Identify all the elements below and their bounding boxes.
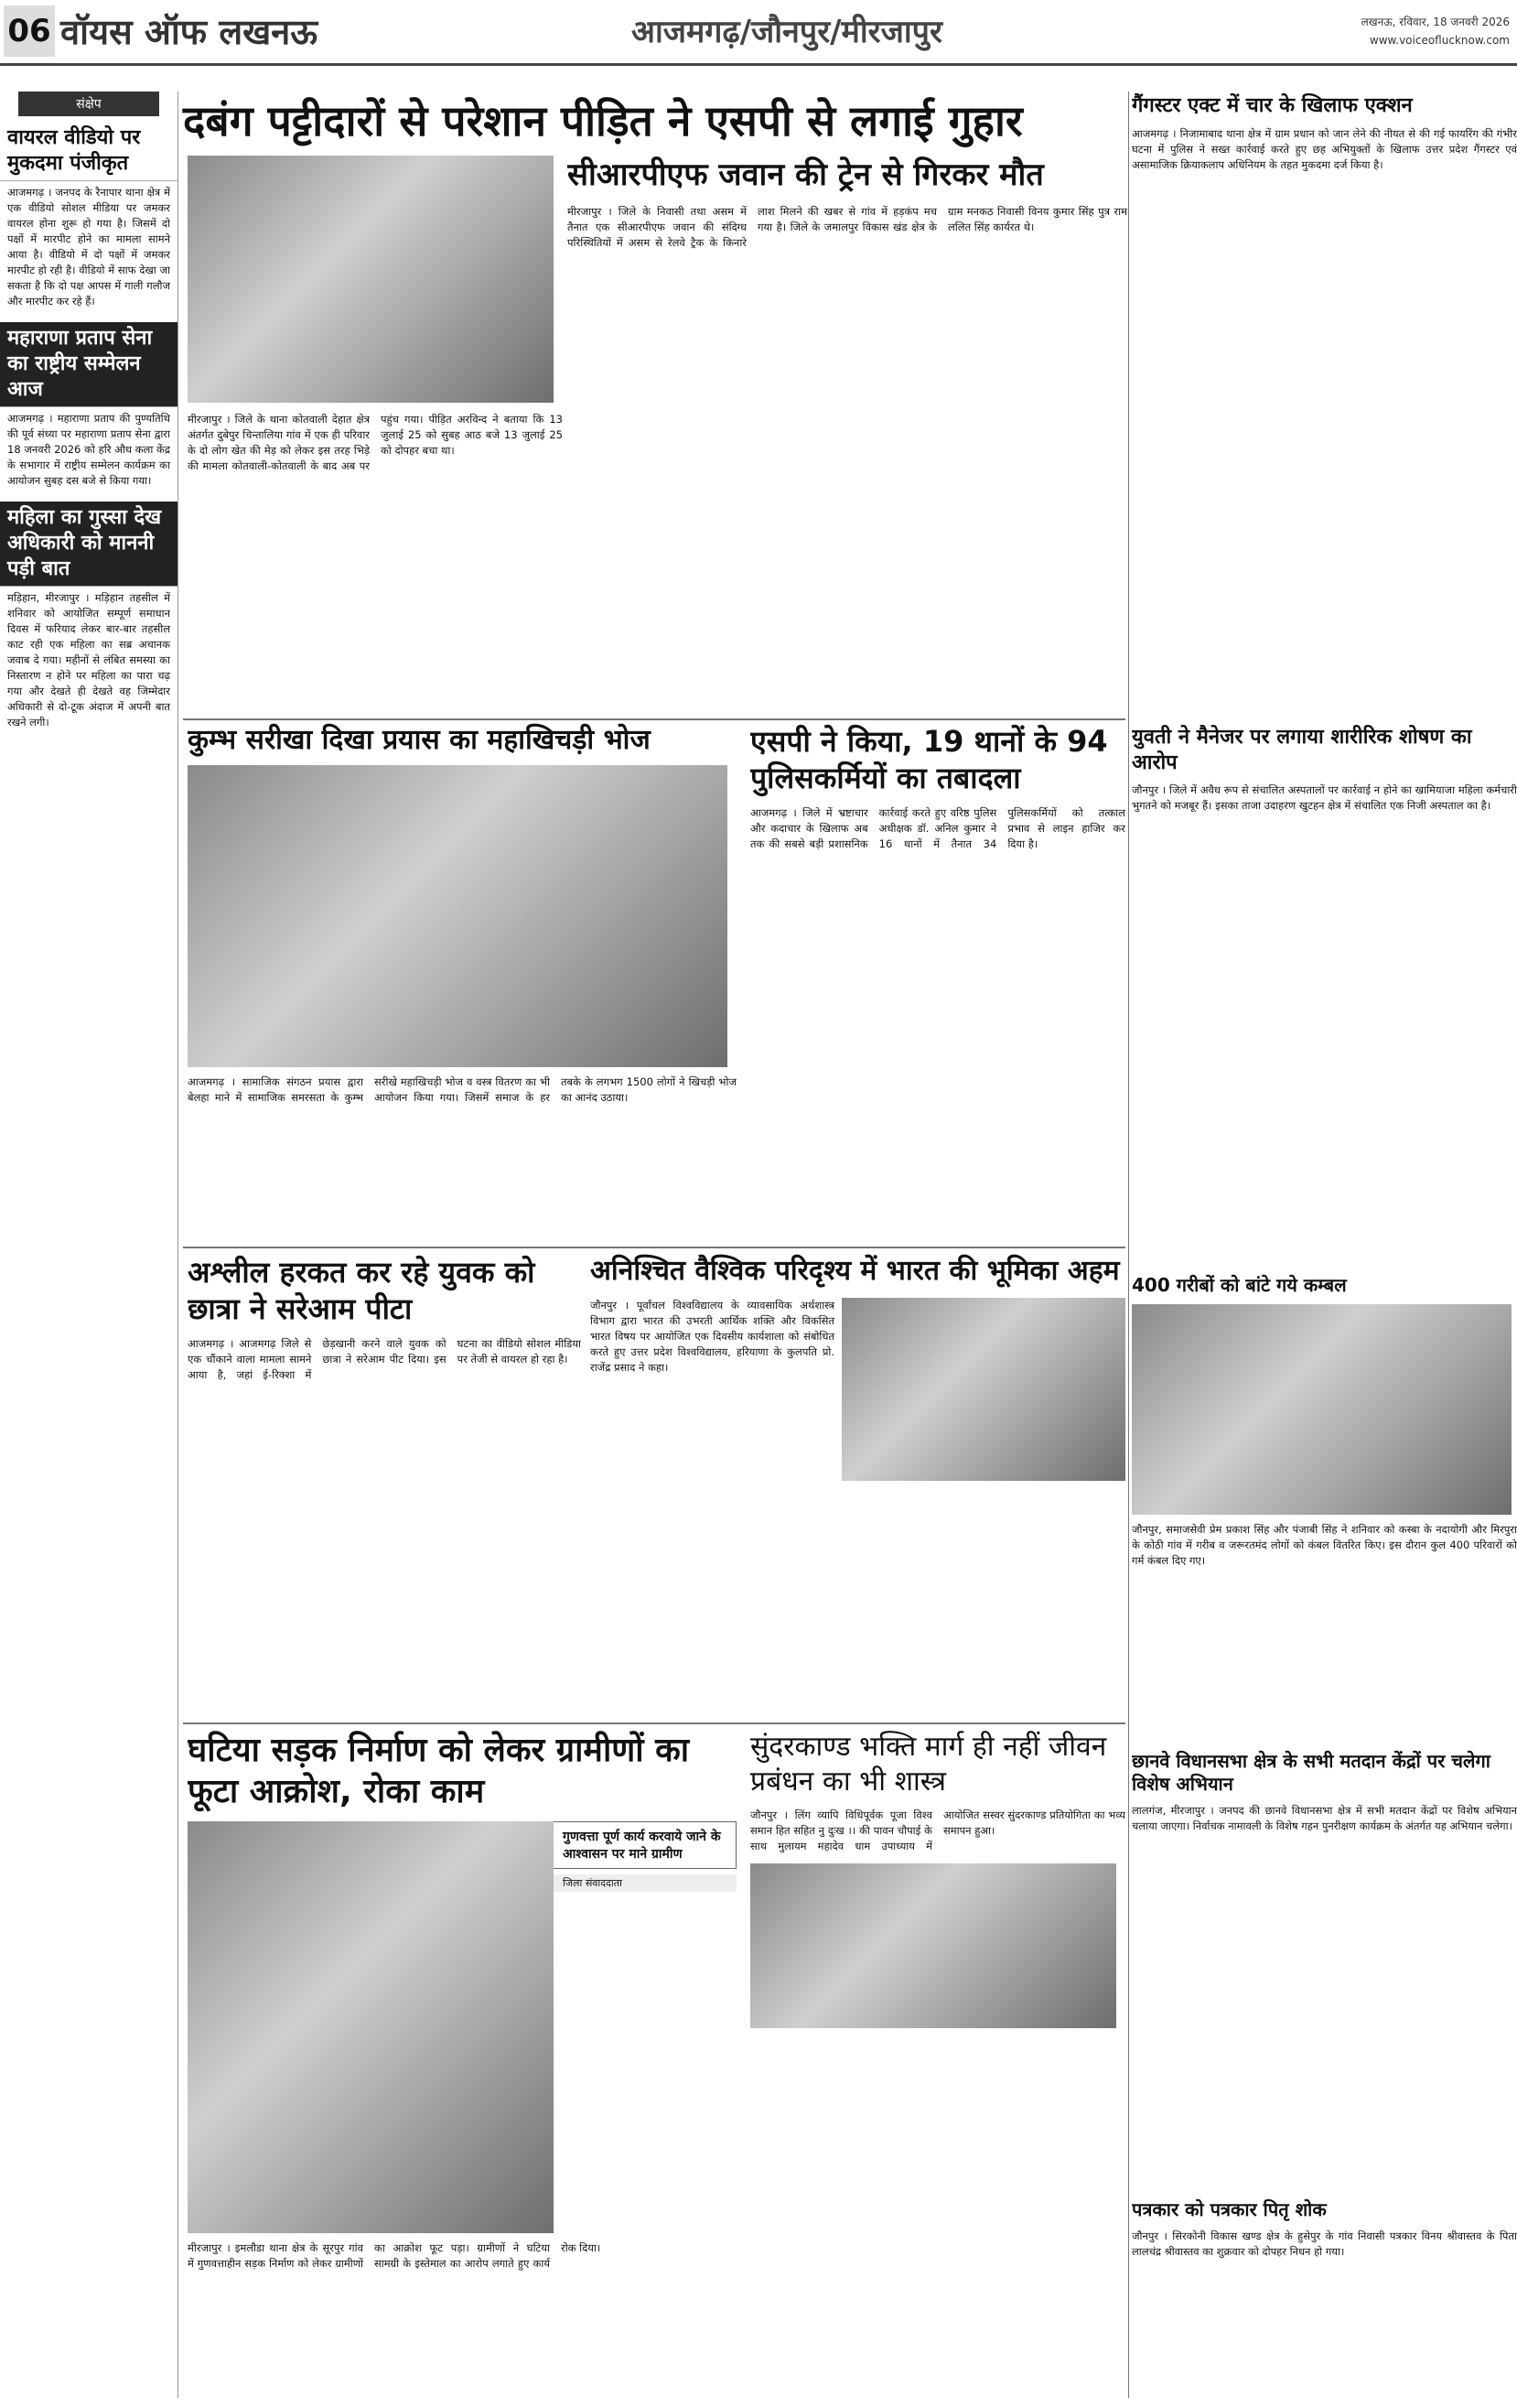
- brief-body: मड़िहान, मीरजापुर । मड़िहान तहसील में शनिवार को आयोजित सम्पूर्ण समाधान दिवस में फरियाद लेकर बार-बार तहसील काट रही एक महिला का सब्र अचानक जवाब दे गया। महीनों से लंबित समस्या का निस्तारण न होने पर महिला का पारा चढ़ गया और देखते ही देखते वह जिम्मेदार अधिकारी से दो-टूक अंदाज में अपनी बात रखने लगी।: [7, 591, 170, 729]
- sp-headline: एसपी ने किया, 19 थानों के 94 पुलिसकर्मियों का तबादला: [750, 724, 1108, 795]
- road-caption: जिला संवाददाता: [188, 1874, 737, 1892]
- kumbh-photo: [188, 765, 727, 1067]
- briefs-label: संक्षेप: [18, 92, 159, 116]
- sunderkand-headline: सुंदरकाण्ड भक्ति मार्ग ही नहीं जीवन प्रबंधन का भी शास्त्र: [750, 1731, 1107, 1798]
- kumbh-body: आजमगढ़ । सामाजिक संगठन प्रयास द्वारा बेलहा माने में सामाजिक समरसता के कुम्भ सरीखे महाखिचड़ी भोज व वस्त्र वितरण का भी आयोजन किया गया। जिसमें समाज के हर तबके के लगभग 1500 लोगों ने खिचड़ी भोज का आनंद उठाया।: [188, 1074, 737, 1104]
- sunderkand-story: [750, 1730, 1125, 2398]
- lead-body: मीरजापुर । जिले के थाना कोतवाली देहात क्षेत्र अंतर्गत दुबेपुर चिन्तालिया गांव में एक ही परिवार के दो लोग खेत की मेड़ को लेकर इस तरह भिड़े की मामला कोतवाली-कोतवाली के बाद अब पर पहुंच गया। पीड़ित अरविन्द ने बताया कि 13 जुलाई 25 को सुबह आठ बजे 13 जुलाई 25 को दोपहर बचा था।: [188, 413, 563, 472]
- brief-maharana: [0, 322, 178, 492]
- page-number: 06: [4, 5, 55, 57]
- paper-name: वॉयस ऑफ लखनऊ: [60, 12, 318, 52]
- obscene-story: [188, 1254, 581, 1712]
- date-text: लखनऊ, रविवार, 18 जनवरी 2026: [1361, 16, 1510, 28]
- kumbh-story: [188, 723, 737, 1236]
- manager-body: जौनपुर । जिले में अवैध रूप से संचालित अस्पतालों पर कार्रवाई न होने का खामियाजा महिला कर्मचारी भुगतने को मजबूर हैं। इसका ताजा उदाहरण खुटहन क्षेत्र में संचालित एक निजी अस्पताल का है।: [1132, 783, 1517, 812]
- journalist-body: जौनपुर । सिरकोनी विकास खण्ड क्षेत्र के हुसेपुर के गांव निवासी पत्रकार विनय श्रीवास्तव के पिता लालचंद्र श्रीवास्तव का शुक्रवार को दोपहर निधन हो गया।: [1132, 2230, 1517, 2258]
- section-rule: [183, 1722, 1125, 1724]
- sunderkand-photo: [750, 1863, 1116, 2028]
- section-rule: [183, 1247, 1125, 1248]
- masthead: [0, 0, 1517, 66]
- crpf-story: [567, 156, 1127, 549]
- brief-title: महिला का गुस्सा देख अधिकारी को माननी पड़ी बात: [0, 502, 178, 587]
- journalist-headline: पत्रकार को पत्रकार पितृ शोक: [1132, 2198, 1327, 2220]
- lead-photo: [188, 156, 554, 403]
- blanket-photo: [1132, 1304, 1512, 1515]
- blanket-body: जौनपुर, समाजसेवी प्रेम प्रकाश सिंह और पंजाबी सिंह ने शनिवार को कस्बा के नदायोगी और मिरपुरा के कोठी गांव में गरीब व जरूरतमंद लोगों को कंबल वितरित किए। इस दौरान कुल 400 परिवारों को गर्म कंबल दिए गए।: [1132, 1523, 1517, 1567]
- manager-story: [1132, 725, 1517, 1274]
- lead-story: [188, 412, 563, 714]
- voter-story: [1132, 1750, 1517, 2198]
- sp-story: [750, 723, 1125, 1236]
- sp-body: आजमगढ़ । जिले में भ्रष्टाचार और कदाचार के खिलाफ अब तक की सबसे बड़ी प्रशासनिक कार्रवाई करते हुए वरिष्ठ पुलिस अधीक्षक डॉ. अनिल कुमार ने 16 थानों में तैनात 34 पुलिसकर्मियों को तत्काल प्रभाव से लाइन हाजिर कर दिया है।: [750, 806, 1125, 850]
- road-body: मीरजापुर । इमलौडा थाना क्षेत्र के सूरपुर गांव में गुणवत्ताहीन सड़क निर्माण को लेकर ग्रामीणों का आक्रोश फूट पड़ा। ग्रामीणों ने घटिया सामग्री के इस्तेमाल का आरोप लगाते हुए कार्य रोक दिया।: [188, 2241, 601, 2270]
- section-name: आजमगढ़/जौनपुर/मीरजापुर: [631, 14, 942, 50]
- global-headline: अनिश्चित वैश्विक परिदृश्य में भारत की भूमिका अहम: [590, 1255, 1120, 1287]
- crpf-body: मीरजापुर । जिले के निवासी तथा असम में तैनात एक सीआरपीएफ जवान की संदिग्ध परिस्थितियों में असम से रेलवे ट्रैक के किनारे लाश मिलने की खबर से गांव में हड़कंप मच गया है। जिले के जमालपुर विकास खंड क्षेत्र के ग्राम मनकठ निवासी विनय कुमार सिंह पुत्र राम ललित सिंह कार्यरत थे।: [567, 204, 1127, 249]
- manager-headline: युवती ने मैनेजर पर लगाया शारीरिक शोषण का आरोप: [1132, 726, 1472, 774]
- brief-title: महाराणा प्रताप सेना का राष्ट्रीय सम्मेलन आज: [0, 322, 178, 407]
- briefs-column: [0, 92, 178, 2398]
- voter-headline: छानवे विधानसभा क्षेत्र के सभी मतदान केंद्रों पर चलेगा विशेष अभियान: [1132, 1750, 1490, 1795]
- road-photo: [188, 1821, 554, 2233]
- brief-body: आजमगढ़ । महाराणा प्रताप की पुण्यतिथि की पूर्व संध्या पर महाराणा प्रताप सेना द्वारा 18 जनवरी 2026 को हरि औध कला केंद्र के सभागार में राष्ट्रीय सम्मेलन कार्यक्रम का आयोजन सुबह दस बजे से किया गया।: [7, 412, 170, 487]
- blanket-headline: 400 गरीबों को बांटे गये कम्बल: [1132, 1274, 1347, 1296]
- obscene-headline: अश्लील हरकत कर रहे युवक को छात्रा ने सरेआम पीटा: [188, 1255, 535, 1326]
- brief-title: वायरल वीडियो पर मुकदमा पंजीकृत: [0, 122, 178, 181]
- global-body: जौनपुर । पूर्वांचल विश्वविद्यालय के व्यावसायिक अर्थशास्त्र विभाग द्वारा भारत की उभरती आर्थिक शक्ति और विकसित भारत विषय पर आयोजित एक दिवसीय कार्यशाला को संबोधित करते हुए उत्तर प्रदेश विश्वविद्यालय, हरियाणा के कुलपति प्रो. राजेंद्र प्रसाद ने कहा।: [590, 1298, 834, 1374]
- website-link[interactable]: www.voiceoflucknow.com: [1369, 34, 1510, 47]
- global-photo: [842, 1298, 1125, 1481]
- gang-story: [1132, 93, 1517, 725]
- gang-headline: गैंगस्टर एक्ट में चार के खिलाफ एक्शन: [1132, 94, 1413, 117]
- voter-body: लालगंज, मीरजापुर । जनपद की छानवे विधानसभा क्षेत्र में सभी मतदान केंद्रों पर विशेष अभियान चलाया जाएगा। निर्वाचक नामावली के विशेष गहन पुनरीक्षण कार्यक्रम के अंतर्गत यह अभियान चलेगा।: [1132, 1804, 1517, 1832]
- brief-body: आजमगढ़ । जनपद के रैनापार थाना क्षेत्र में एक वीडियो सोशल मीडिया पर जमकर वायरल होना शुरू हो गया है। जिसमें दो पक्षों में मारपीट होने का मामला सामने आया है। वीडियो में दो पक्षों में जमकर मारपीट हो रही है। वीडियो में साफ देखा जा सकता है कि दो पक्ष आपस में गाली गलौज और मारपीट कर रहे हैं।: [7, 186, 170, 308]
- column-rule: [1128, 92, 1129, 2398]
- obscene-body: आजमगढ़ । आजमगढ़ जिले से एक चौंकाने वाला मामला सामने आया है, जहां ई-रिक्शा में छेड़खानी करने वाले युवक को छात्रा ने सरेआम पीट दिया। इस घटना का वीडियो सोशल मीडिया पर तेजी से वायरल हो रहा है।: [188, 1337, 581, 1381]
- brief-woman-anger: [0, 502, 178, 734]
- dateline: [1361, 13, 1510, 49]
- right-column: [1132, 93, 1517, 2381]
- road-story: [188, 1730, 737, 2398]
- gang-body: आजमगढ़ । निजामाबाद थाना क्षेत्र में ग्राम प्रधान को जान लेने की नीयत से की गई फायरिंग की गंभीर घटना में पुलिस ने सख्त कार्रवाई करते हुए छह अभियुक्तों के खिलाफ उत्तर प्रदेश गैंगस्टर एवं असामाजिक क्रियाकलाप अधिनियम के तहत मुकदमा दर्ज किया है।: [1132, 126, 1517, 171]
- kumbh-headline: कुम्भ सरीखा दिखा प्रयास का महाखिचड़ी भोज: [188, 724, 651, 756]
- global-story: [590, 1254, 1125, 1712]
- sunderkand-body: जौनपुर । लिंग व्यापि विधिपूर्वक पूजा विश्व समान हित सहित नु दुःख ।। की पावन चौपाई के साथ मुलायम महादेव धाम उपाध्याय में आयोजित सस्वर सुंदरकाण्ड प्रतियोगिता का भव्य समापन हुआ।: [750, 1809, 1125, 1852]
- crpf-headline: सीआरपीएफ जवान की ट्रेन से गिरकर मौत: [567, 157, 1044, 193]
- section-rule: [183, 718, 1125, 720]
- blanket-story: [1132, 1274, 1517, 1750]
- road-headline: घटिया सड़क निर्माण को लेकर ग्रामीणों का फूटा आक्रोश, रोका काम: [188, 1732, 690, 1810]
- journalist-story: [1132, 2198, 1517, 2381]
- lead-headline: दबंग पट्टीदारों से परेशान पीड़ित ने एसपी से लगाई गुहार: [183, 96, 1023, 146]
- brief-viral-video: [0, 122, 178, 313]
- road-highlight: गुणवत्ता पूर्ण कार्य करवाये जाने के आश्वासन पर माने ग्रामीण: [188, 1821, 737, 1869]
